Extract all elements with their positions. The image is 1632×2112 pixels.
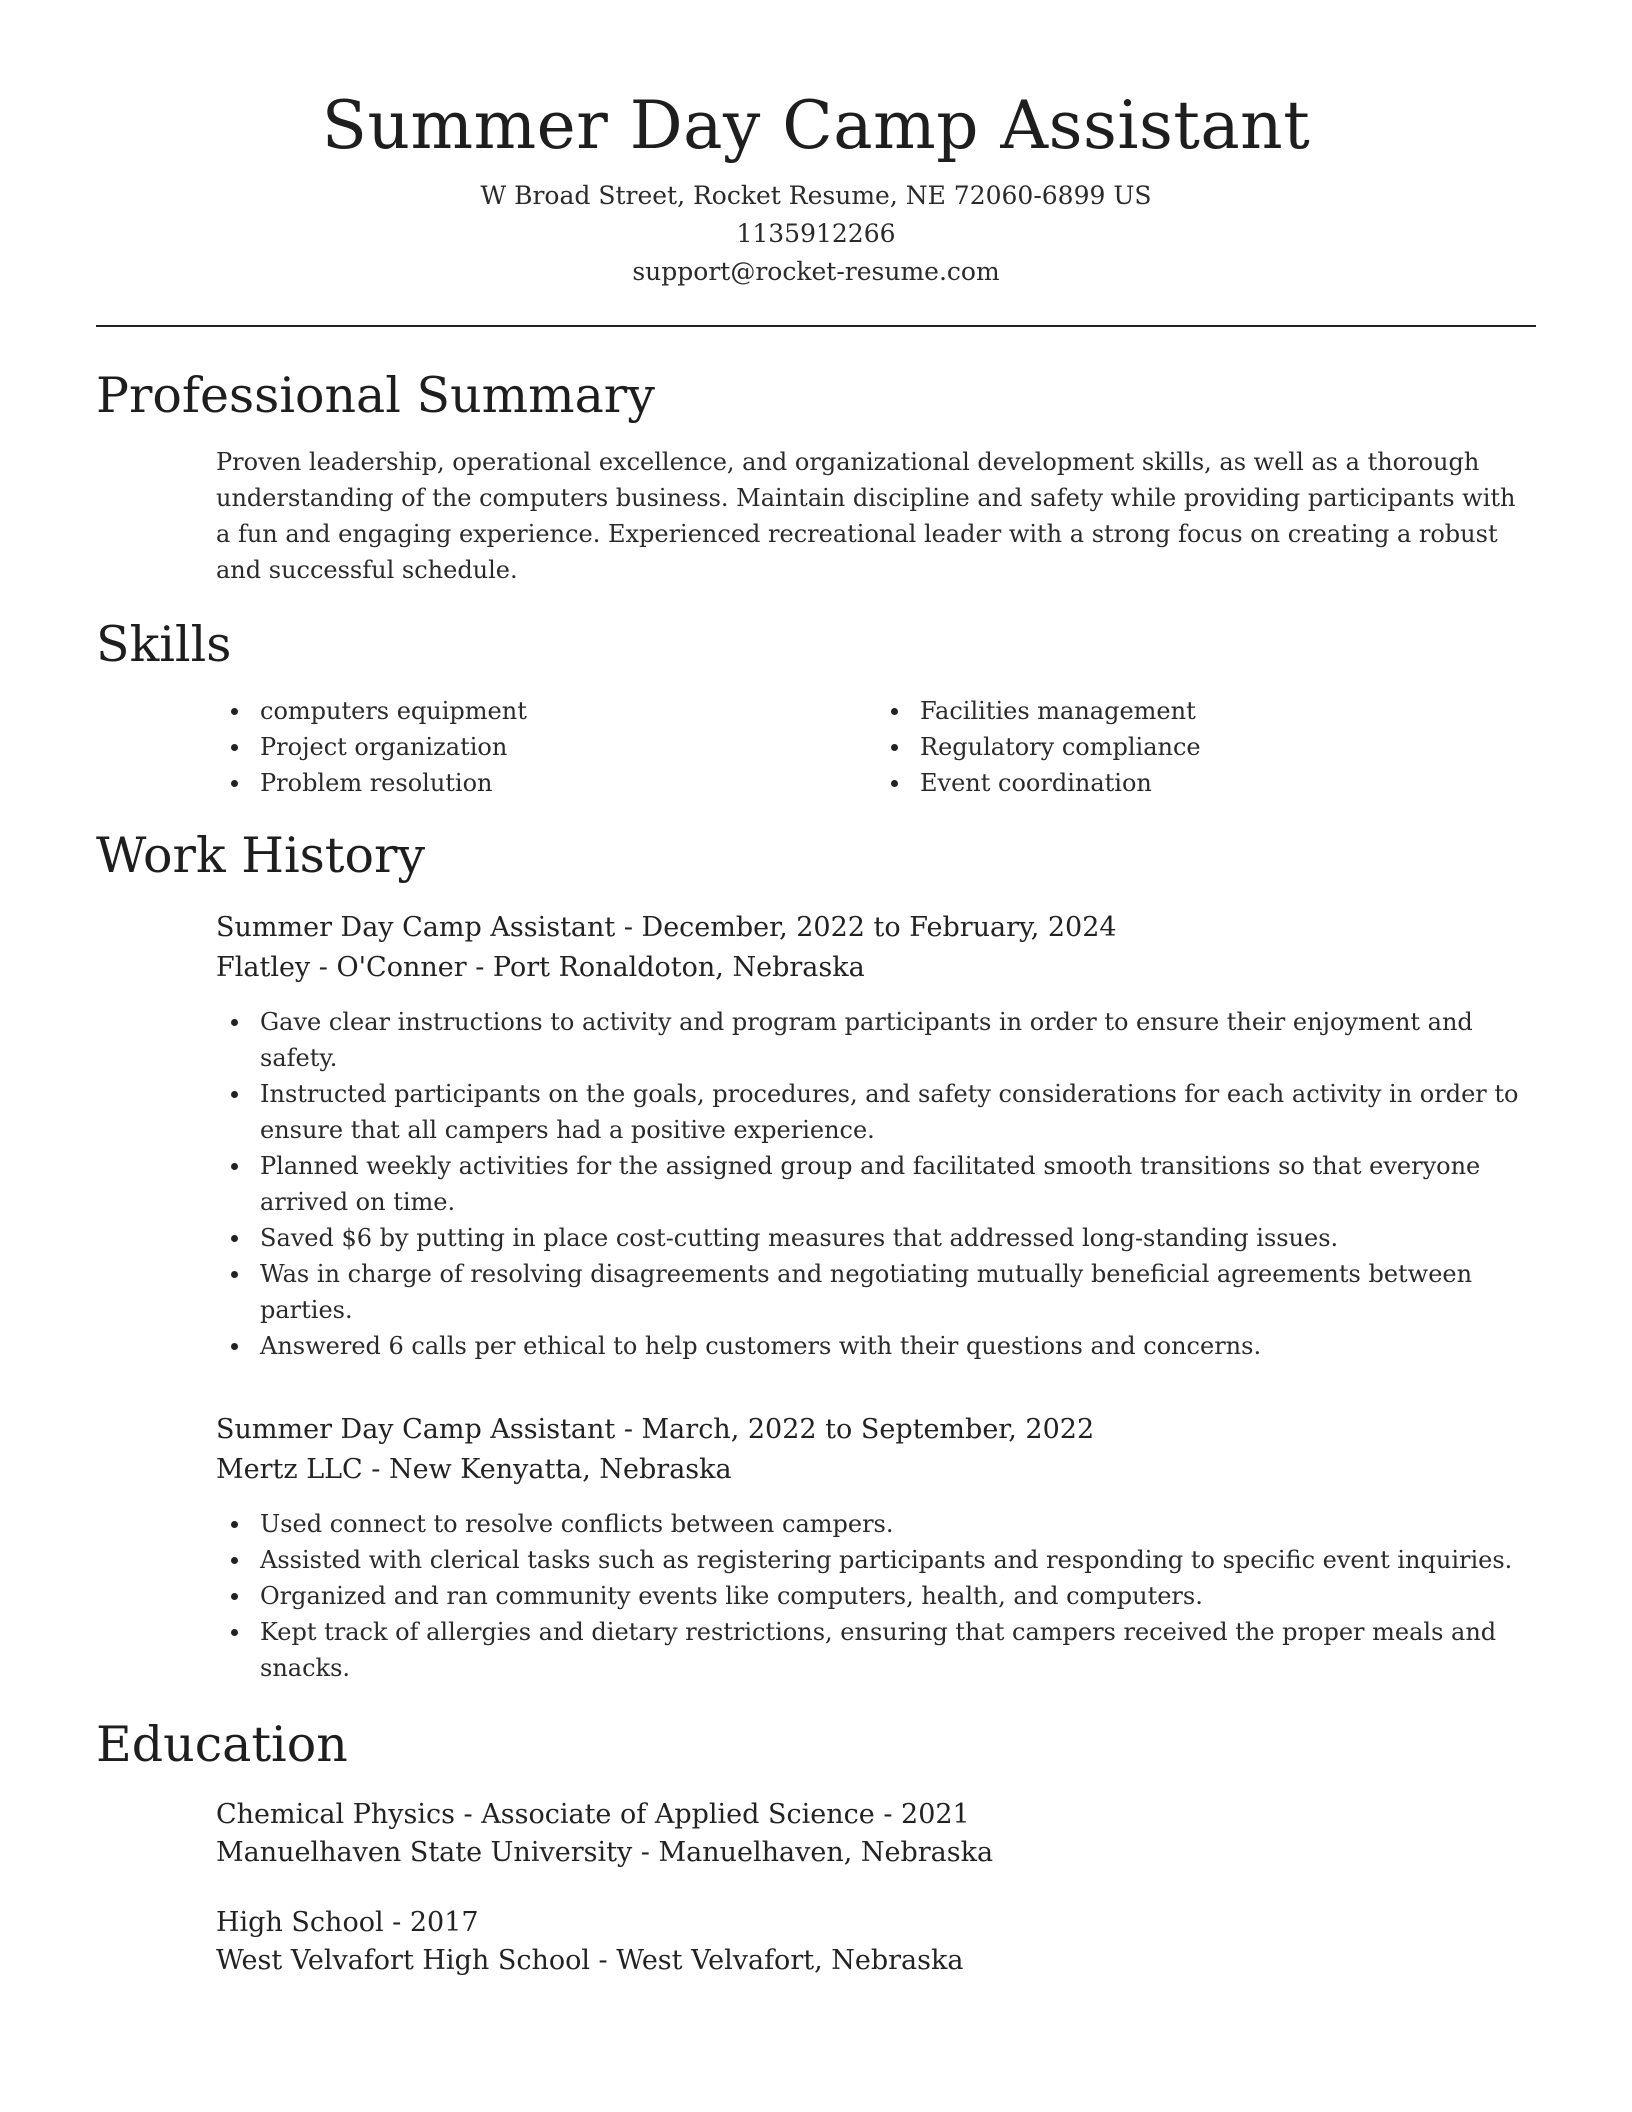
education-degree: High School - 2017 (216, 1907, 479, 1939)
job-title-dates: Summer Day Camp Assistant - March, 2022 to September, 2022 (216, 1413, 1095, 1445)
responsibility-item: Planned weekly activities for the assigned group and facilitated smooth transitions so that everyone arrived on time. (216, 1148, 1536, 1220)
education-entry (216, 1796, 1536, 1872)
resume-header (96, 0, 1536, 291)
candidate-name: Summer Day Camp Assistant (321, 87, 1311, 164)
job-company-location: Mertz LLC - New Kenyatta, Nebraska (216, 1453, 732, 1485)
skill-item: Regulatory compliance (876, 729, 1536, 765)
skill-item: Problem resolution (216, 765, 876, 801)
skill-item: Facilities management (876, 693, 1536, 729)
education-entry (216, 1904, 1536, 1980)
job-entry (216, 908, 1536, 1364)
contact-block (96, 177, 1536, 291)
skills-column-right (876, 693, 1536, 801)
education-heading: Education (96, 1715, 348, 1773)
education-school: Manuelhaven State University - Manuelhaven, Nebraska (216, 1837, 994, 1869)
responsibility-item: Answered 6 calls per ethical to help customers with their questions and concerns. (216, 1328, 1536, 1364)
responsibility-item: Saved $6 by putting in place cost-cutting measures that addressed long-standing issues. (216, 1220, 1536, 1256)
job-company-location: Flatley - O'Conner - Port Ronaldoton, Nebraska (216, 951, 865, 983)
education-school: West Velvafort High School - West Velvafort, Nebraska (216, 1945, 964, 1977)
contact-address: W Broad Street, Rocket Resume, NE 72060-6899 US (480, 181, 1152, 211)
contact-phone: 1135912266 (736, 219, 896, 249)
job-entry (216, 1410, 1536, 1686)
header-divider (96, 325, 1536, 327)
skills-list (216, 693, 1536, 801)
work-history-heading: Work History (96, 826, 426, 884)
education-degree: Chemical Physics - Associate of Applied Science - 2021 (216, 1799, 970, 1831)
responsibility-item: Instructed participants on the goals, procedures, and safety considerations for each activity in order to ensure that all campers had a positive experience. (216, 1076, 1536, 1148)
responsibility-item: Assisted with clerical tasks such as registering participants and responding to specific event inquiries. (216, 1542, 1536, 1578)
responsibility-item: Gave clear instructions to activity and program participants in order to ensure their enjoyment and safety. (216, 1004, 1536, 1076)
responsibility-item: Used connect to resolve conflicts between campers. (216, 1506, 1536, 1542)
skill-item: Project organization (216, 729, 876, 765)
job-responsibilities (216, 1506, 1536, 1686)
summary-heading: Professional Summary (96, 367, 655, 425)
skill-item: Event coordination (876, 765, 1536, 801)
skills-column-left (216, 693, 876, 801)
education-list (216, 1796, 1536, 1980)
summary-text: Proven leadership, operational excellence, and organizational development skills, as well as a thorough understanding of the computers business. Maintain discipline and safety while providing participants with a fun and engaging experience. Experienced recreational leader with a strong focus on creating a robust and successful schedule. (216, 447, 1516, 584)
responsibility-item: Was in charge of resolving disagreements and negotiating mutually beneficial agreements between parties. (216, 1256, 1536, 1328)
work-history-list (216, 908, 1536, 1686)
contact-email: support@rocket-resume.com (632, 257, 1000, 287)
skill-item: computers equipment (216, 693, 876, 729)
skills-heading: Skills (96, 615, 232, 673)
job-title-dates: Summer Day Camp Assistant - December, 2022 to February, 2024 (216, 911, 1117, 943)
responsibility-item: Kept track of allergies and dietary restrictions, ensuring that campers received the proper meals and snacks. (216, 1614, 1536, 1686)
responsibility-item: Organized and ran community events like computers, health, and computers. (216, 1578, 1536, 1614)
job-responsibilities (216, 1004, 1536, 1364)
